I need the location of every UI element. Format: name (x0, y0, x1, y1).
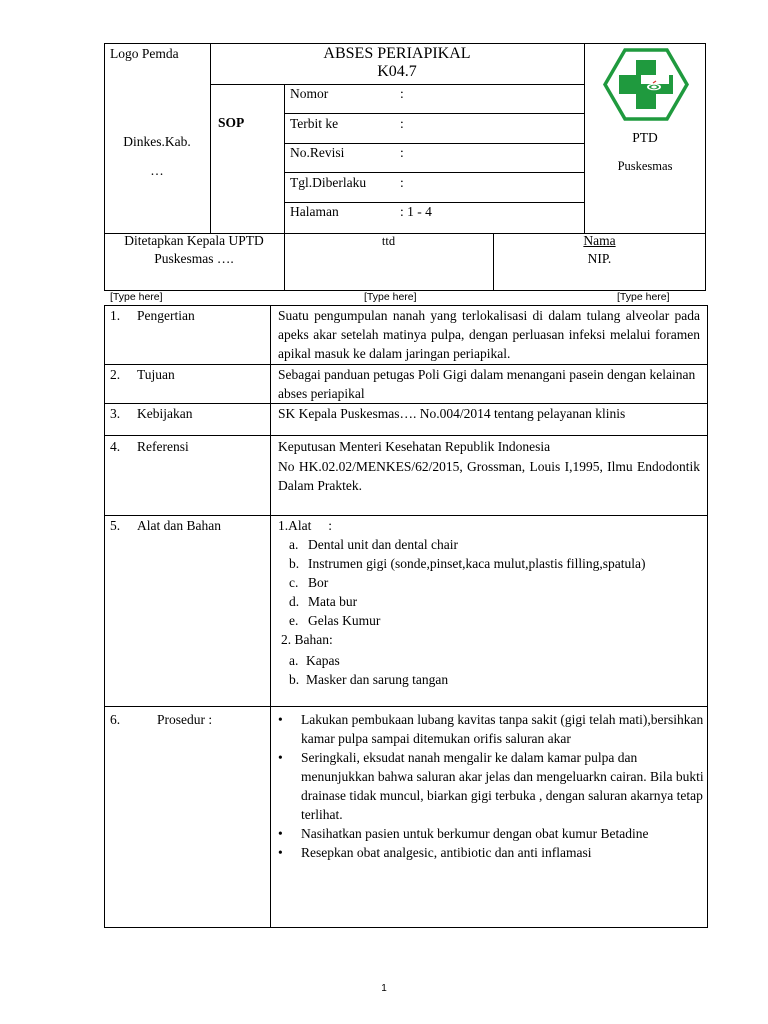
bahan-heading: 2. Bahan: (281, 632, 333, 647)
meta-label-terbit: Terbit ke (290, 116, 339, 131)
list-item: b. Masker dan sarung tangan (289, 672, 449, 687)
puskesmas-logo-icon (603, 48, 689, 121)
ptd-label: PTD (632, 130, 658, 145)
logo-pemda-label: Logo Pemda (110, 46, 179, 61)
dinkes-label: Dinkes.Kab. (123, 134, 191, 149)
meta-value-nomor: : (400, 86, 404, 101)
alat-heading: 1.Alat : (278, 518, 332, 533)
num-referensi: 4. (110, 439, 121, 454)
label-alat: Alat dan Bahan (137, 518, 221, 533)
sop-label: SOP (218, 115, 245, 130)
meta-label-tgl: Tgl.Diberlaku (290, 175, 367, 190)
dinkes-dots: … (150, 163, 164, 178)
label-kebijakan: Kebijakan (137, 406, 193, 421)
page-number: 1 (381, 983, 387, 994)
title-code: K04.7 (377, 63, 417, 80)
header-placeholder-right[interactable]: [Type here] (617, 291, 670, 303)
list-item: d. Mata bur (289, 594, 358, 609)
num-pengertian: 1. (110, 308, 121, 323)
text-kebijakan: SK Kepala Puskesmas…. No.004/2014 tentang pelayanan klinis (278, 406, 626, 421)
list-item: e. Gelas Kumur (289, 613, 381, 628)
meta-value-terbit: : (400, 116, 404, 131)
list-item: b. Instrumen gigi (sonde,pinset,kaca mulut,plastis filling,spatula) (289, 556, 646, 571)
label-tujuan: Tujuan (137, 367, 175, 382)
signatory (493, 232, 706, 268)
num-prosedur: 6. (110, 712, 121, 727)
list-item: • Resepkan obat analgesic, antibiotic dan anti inflamasi (272, 843, 704, 862)
label-referensi: Referensi (137, 439, 189, 454)
list-item: c. Bor (289, 575, 329, 590)
ditetapkan-line-2: Puskesmas …. (154, 251, 234, 266)
nip-label: NIP. (587, 251, 612, 266)
text-pengertian: Suatu pengumpulan nanah yang terlokalisasi di dalam tulang alveolar pada apeks akar setelah matinya pulpa, dengan perluasan infeksi melalui foramen apikal masuk ke dalam jaringan periapikal. (278, 308, 700, 361)
header-placeholder-center[interactable]: [Type here] (364, 291, 417, 303)
label-pengertian: Pengertian (137, 308, 195, 323)
title-line-1: ABSES PERIAPIKAL (323, 45, 471, 62)
nama-label: Nama (583, 233, 616, 248)
ttd-label: ttd (381, 234, 396, 248)
bahan-list (289, 651, 448, 689)
ditetapkan-label (104, 232, 284, 268)
list-item: • Lakukan pembukaan lubang kavitas tanpa sakit (gigi telah mati),bersihkan kamar pulpa sampai ditemukan orifis saluran akar (272, 710, 704, 748)
num-alat: 5. (110, 518, 121, 533)
meta-value-halaman: : 1 - 4 (400, 204, 432, 219)
num-tujuan: 2. (110, 367, 121, 382)
alat-list (289, 535, 645, 630)
label-prosedur: Prosedur : (157, 712, 213, 727)
list-item: • Seringkali, eksudat nanah mengalir ke dalam kamar pulpa dan menunjukkan bahwa saluran akar jelas dan mengeluarkn cairan. Bila bukti drainase tidak muncul, biarkan gigi terbuka , dengan saluran akarnya tetap terlihat. (272, 748, 704, 824)
meta-label-revisi: No.Revisi (290, 145, 345, 160)
text-tujuan: Sebagai panduan petugas Poli Gigi dalam menangani pasein dengan kelainan abses periapikal (278, 367, 696, 401)
text-referensi-line2: No HK.02.02/MENKES/62/2015, Grossman, Louis I,1995, Ilmu Endodontik Dalam Praktek. (278, 459, 700, 493)
document-title (210, 45, 584, 81)
header-placeholder-left[interactable]: [Type here] (110, 291, 163, 303)
meta-label-nomor: Nomor (290, 86, 329, 101)
meta-label-halaman: Halaman (290, 204, 339, 219)
list-item: a. Kapas (289, 653, 340, 668)
ditetapkan-line-1: Ditetapkan Kepala UPTD (124, 233, 264, 248)
puskesmas-logo (603, 48, 689, 121)
puskesmas-label: Puskesmas (617, 159, 673, 173)
text-referensi-line1: Keputusan Menteri Kesehatan Republik Indonesia (278, 439, 551, 454)
list-item: • Nasihatkan pasien untuk berkumur dengan obat kumur Betadine (272, 824, 704, 843)
prosedur-list (272, 710, 704, 862)
list-item: a. Dental unit dan dental chair (289, 537, 458, 552)
num-kebijakan: 3. (110, 406, 121, 421)
meta-value-revisi: : (400, 145, 404, 160)
meta-value-tgl: : (400, 175, 404, 190)
